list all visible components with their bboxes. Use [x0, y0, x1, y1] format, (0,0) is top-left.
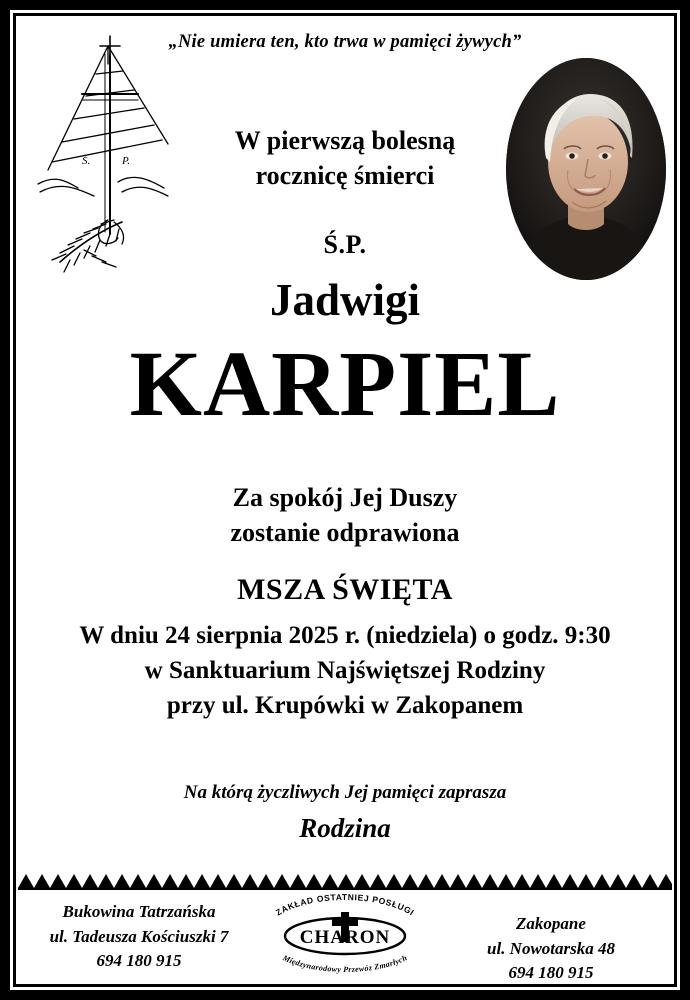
branch-zakopane: [436, 912, 666, 986]
branch-zakopane-phone: 694 180 915: [508, 963, 594, 983]
anniversary-line-2: rocznicę śmierci: [255, 161, 435, 190]
branch-bukowina-city: Bukowina Tatrzańska: [62, 902, 216, 921]
branch-zakopane-street: ul. Nowotarska 48: [487, 938, 615, 958]
mass-intro-line-1: Za spokój Jej Duszy: [232, 483, 458, 512]
mass-location-line-1: w Sanktuarium Najświętszej Rodziny: [144, 657, 546, 684]
notice-content: [18, 18, 672, 982]
svg-text:Ś.: Ś.: [82, 155, 91, 167]
honorific: Ś.P.: [323, 230, 367, 259]
svg-text:CHARON: CHARON: [299, 927, 391, 948]
branch-bukowina-phone: 694 180 915: [96, 951, 182, 971]
svg-text:P.: P.: [122, 155, 131, 167]
deceased-surname: KARPIEL: [129, 333, 561, 436]
deceased-first-name: Jadwigi: [269, 275, 421, 325]
zigzag-divider: [18, 874, 672, 890]
mass-intro-line-2: zostanie odprawiona: [230, 518, 460, 547]
invitation-text: Na którą życzliwych Jej pamięci zaprasza: [183, 782, 507, 803]
branch-bukowina-street: ul. Tadeusza Kościuszki 7: [49, 926, 229, 946]
svg-text:ZAKŁAD OSTATNIEJ POSŁUGI: ZAKŁAD OSTATNIEJ POSŁUGI: [273, 894, 417, 918]
anniversary-line-1: W pierwszą bolesną: [234, 126, 456, 155]
svg-text:Międzynarodowy Przewóz Zmarłyc: Międzynarodowy Przewóz Zmarłych: [281, 953, 409, 975]
mass-datetime: W dniu 24 sierpnia 2025 r. (niedziela) o godz. 9:30: [79, 622, 611, 649]
branch-bukowina: [24, 900, 254, 974]
footer: [18, 894, 672, 983]
branch-zakopane-city: Zakopane: [516, 914, 586, 933]
mass-location-line-2: przy ul. Krupówki w Zakopanem: [166, 692, 524, 719]
motto-text: „Nie umiera ten, kto trwa w pamięci żywych”: [168, 32, 522, 52]
mass-title: MSZA ŚWIĘTA: [237, 573, 453, 606]
charon-logo: [250, 894, 440, 976]
signature-text: Rodzina: [299, 813, 391, 843]
